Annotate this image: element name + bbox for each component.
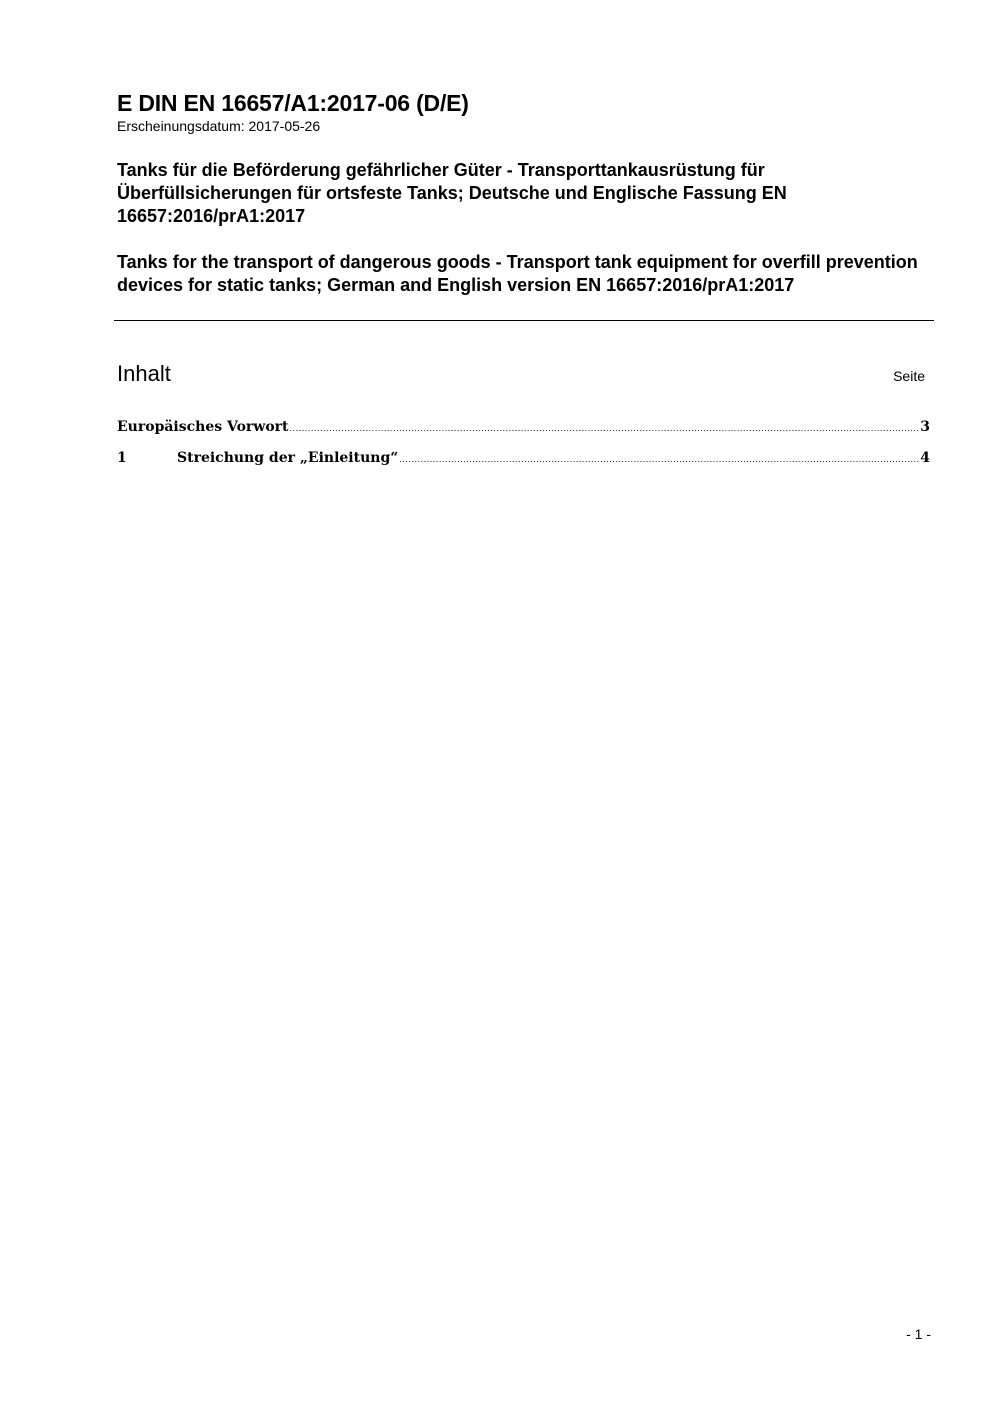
toc-header	[117, 360, 927, 390]
toc-entry-number: 1	[117, 450, 127, 466]
title-german: Tanks für die Beförderung gefährlicher Güter - Transporttankausrüstung für Überfüllsicherungen für ortsfeste Tanks; Deutsche und Englische Fassung EN 16657:2016/prA1:2017	[117, 160, 787, 226]
title-english: Tanks for the transport of dangerous goods - Transport tank equipment for overfill prevention devices for static tanks; German and English version EN 16657:2016/prA1:2017	[117, 252, 918, 295]
page-number: - 1 -	[906, 1326, 931, 1342]
toc-title: Inhalt	[117, 361, 171, 386]
document-id: E DIN EN 16657/A1:2017-06 (D/E)	[117, 90, 469, 116]
toc-entry-text: Europäisches Vorwort	[117, 419, 289, 435]
document-header	[117, 88, 934, 297]
toc-entry-deletion-introduction[interactable]	[117, 448, 930, 468]
table-of-contents	[117, 417, 930, 479]
header-divider	[114, 320, 934, 321]
toc-entry-european-foreword[interactable]	[117, 417, 930, 437]
toc-dot-leader	[399, 450, 919, 470]
toc-dot-leader	[290, 419, 920, 439]
toc-entry-page: 4	[920, 450, 930, 466]
toc-page-label: Seite	[893, 368, 925, 384]
toc-entry-page: 3	[920, 419, 930, 435]
publication-date: Erscheinungsdatum: 2017-05-26	[117, 118, 321, 134]
toc-entry-text: Streichung der „Einleitung“	[177, 450, 399, 466]
